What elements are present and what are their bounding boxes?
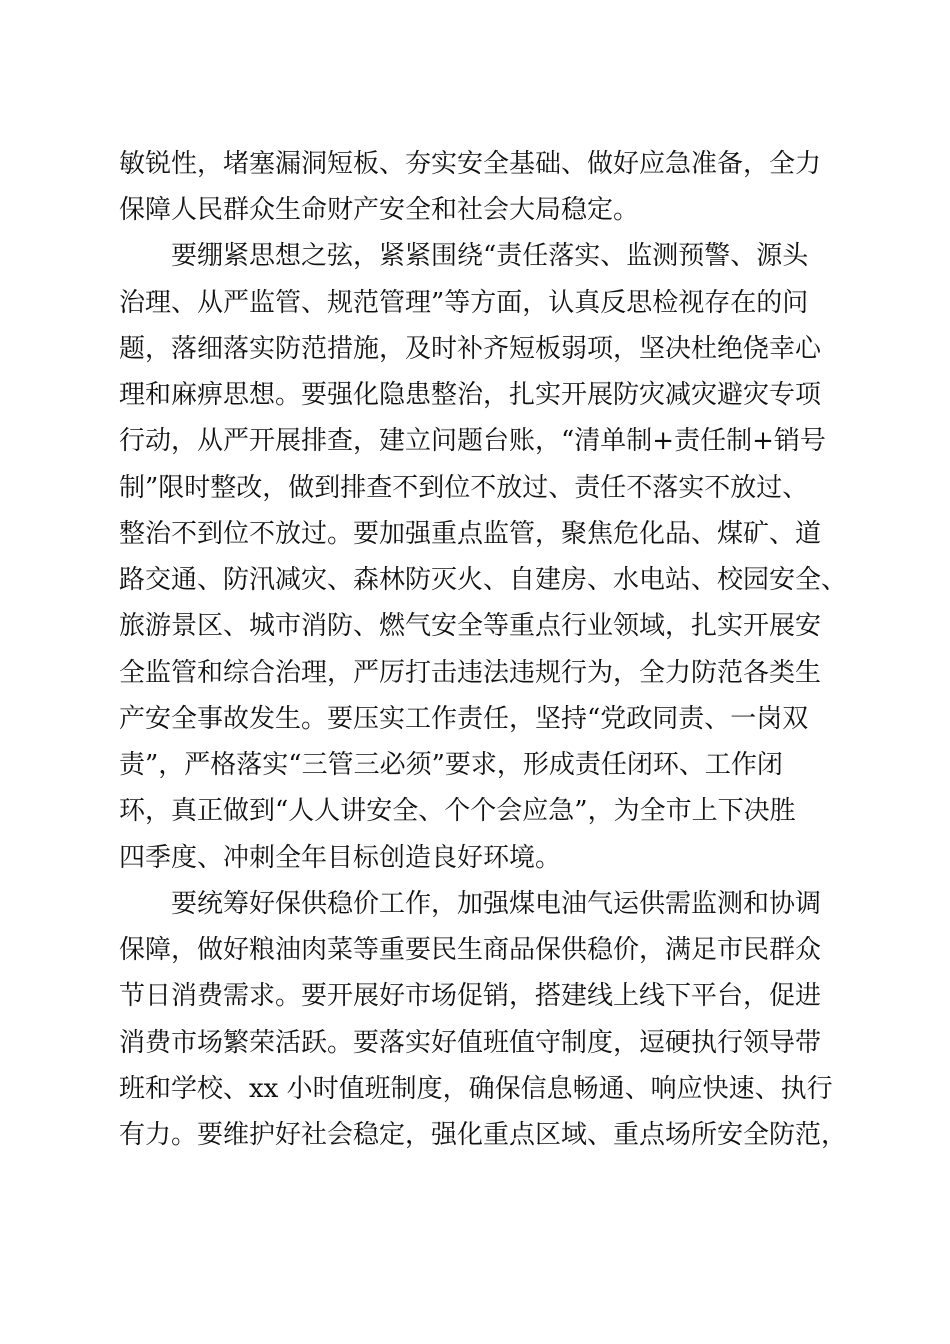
text-line: 保障，做好粮油肉菜等重要民生商品保供稳价，满足市民群众 xyxy=(119,935,822,965)
text-line: 班和学校、xx 小时值班制度，确保信息畅通、响应快速、执行 xyxy=(119,1074,833,1104)
text-line: 路交通、防汛减灾、森林防灭火、自建房、水电站、校园安全、 xyxy=(119,565,848,595)
text-line: 全监管和综合治理，严厉打击违法违规行为，全力防范各类生 xyxy=(119,658,822,688)
text-line: 题，落细落实防范措施，及时补齐短板弱项，坚决杜绝侥幸心 xyxy=(119,334,822,364)
text-line: 有力。要维护好社会稳定，强化重点区域、重点场所安全防范， xyxy=(119,1120,848,1150)
text-line: 保障人民群众生命财产安全和社会大局稳定。 xyxy=(119,195,640,225)
paragraph-start-line: 要统筹好保供稳价工作，加强煤电油气运供需监测和协调 xyxy=(171,889,822,919)
text-line: 环，真正做到“人人讲安全、个个会应急”，为全市上下决胜 xyxy=(119,796,796,826)
text-line: 整治不到位不放过。要加强重点监管，聚焦危化品、煤矿、道 xyxy=(119,519,822,549)
text-line: 消费市场繁荣活跃。要落实好值班值守制度，逗硬执行领导带 xyxy=(119,1028,822,1058)
text-line: 理和麻痹思想。要强化隐患整治，扎实开展防灾减灾避灾专项 xyxy=(119,380,822,410)
paragraph-start-line: 要绷紧思想之弦，紧紧围绕“责任落实、监测预警、源头 xyxy=(171,241,809,271)
text-line: 行动，从严开展排查，建立问题台账，“清单制+责任制+销号 xyxy=(119,426,826,456)
text-line: 敏锐性，堵塞漏洞短板、夯实安全基础、做好应急准备，全力 xyxy=(119,149,822,179)
text-line: 责”，严格落实“三管三必须”要求，形成责任闭环、工作闭 xyxy=(119,750,783,780)
text-line: 节日消费需求。要开展好市场促销，搭建线上线下平台，促进 xyxy=(119,981,822,1011)
text-line: 旅游景区、城市消防、燃气安全等重点行业领域，扎实开展安 xyxy=(119,611,822,641)
text-line: 治理、从严监管、规范管理”等方面，认真反思检视存在的问 xyxy=(119,288,809,318)
text-line: 产安全事故发生。要压实工作责任，坚持“党政同责、一岗双 xyxy=(119,704,809,734)
text-line: 四季度、冲刺全年目标创造良好环境。 xyxy=(119,843,562,873)
text-line: 制”限时整改，做到排查不到位不放过、责任不落实不放过、 xyxy=(119,473,809,503)
